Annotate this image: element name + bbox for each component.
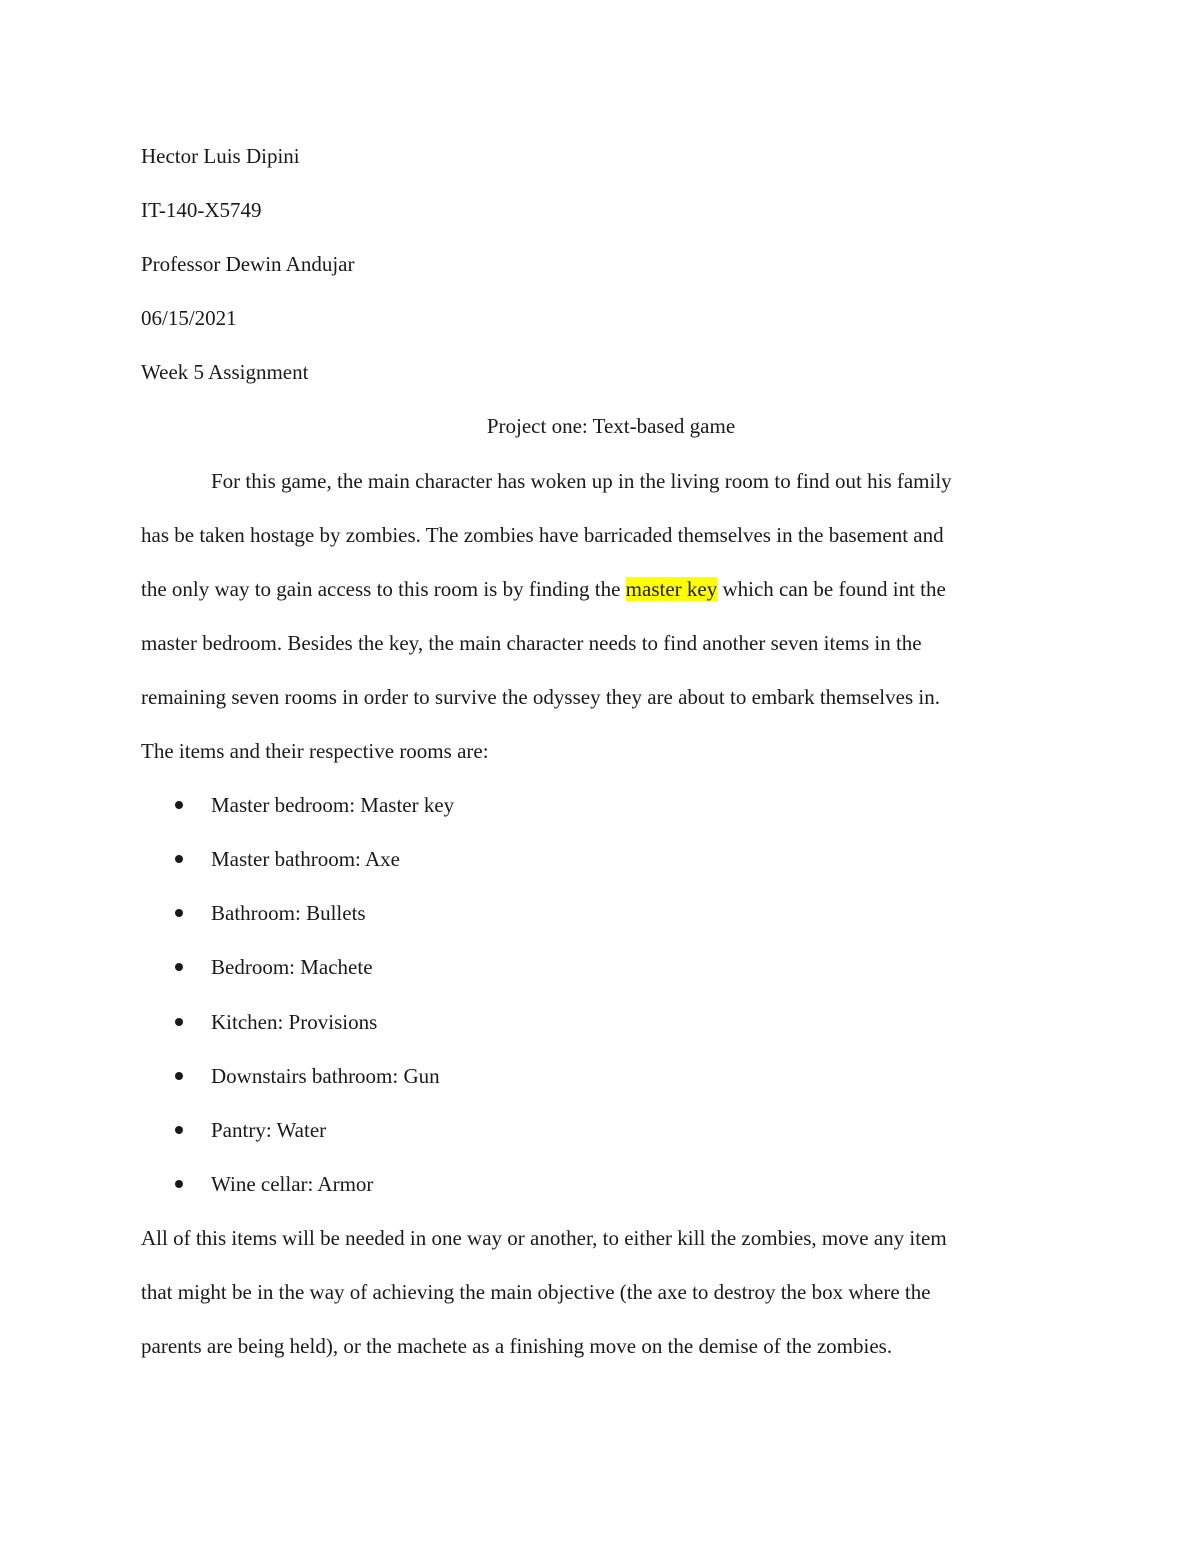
bullet-icon xyxy=(175,1126,183,1134)
bullet-icon xyxy=(175,801,183,809)
list-item xyxy=(141,778,1061,832)
list-item xyxy=(141,1049,1061,1103)
date: 06/15/2021 xyxy=(141,306,237,331)
highlighted-text: master key xyxy=(625,576,718,601)
paragraph-line: parents are being held), or the machete as a finishing move on the demise of the zombies. xyxy=(141,1334,893,1359)
list-item xyxy=(141,886,1061,940)
paragraph-line xyxy=(141,562,1061,616)
list-item xyxy=(141,940,1061,994)
list-item-text: Kitchen: Provisions xyxy=(211,1009,378,1034)
text-fragment: the only way to gain access to this room is by finding the xyxy=(141,576,626,601)
bullet-icon xyxy=(175,855,183,863)
course-code: IT-140-X5749 xyxy=(141,198,262,223)
document-title: Project one: Text-based game xyxy=(486,414,736,439)
paragraph-line: All of this items will be needed in one way or another, to either kill the zombies, move any item xyxy=(141,1225,947,1250)
list-item-text: Downstairs bathroom: Gun xyxy=(211,1063,440,1088)
document-body xyxy=(141,129,1061,1373)
bullet-icon xyxy=(175,1180,183,1188)
text-fragment: which can be found int the xyxy=(717,576,946,601)
list-item-text: Pantry: Water xyxy=(211,1117,327,1142)
bullet-icon xyxy=(175,909,183,917)
list-item-text: Master bathroom: Axe xyxy=(211,847,400,872)
list-item xyxy=(141,832,1061,886)
bullet-icon xyxy=(175,1072,183,1080)
paragraph-line: has be taken hostage by zombies. The zombies have barricaded themselves in the basement and xyxy=(141,522,944,547)
item-list xyxy=(141,778,1061,1211)
author-name: Hector Luis Dipini xyxy=(141,144,300,168)
list-item xyxy=(141,1103,1061,1157)
list-item-text: Bedroom: Machete xyxy=(211,955,373,980)
list-item-text: Master bedroom: Master key xyxy=(211,793,455,818)
assignment-name: Week 5 Assignment xyxy=(141,360,309,385)
list-item xyxy=(141,995,1061,1049)
list-item xyxy=(141,1157,1061,1211)
paragraph-line: For this game, the main character has woken up in the living room to find out his family xyxy=(211,468,952,493)
professor-name: Professor Dewin Andujar xyxy=(141,252,355,277)
bullet-icon xyxy=(175,963,183,971)
list-item-text: Wine cellar: Armor xyxy=(211,1171,374,1196)
paragraph-line: that might be in the way of achieving the main objective (the axe to destroy the box where the xyxy=(141,1279,931,1304)
paragraph-line: remaining seven rooms in order to survive the odyssey they are about to embark themselves in. xyxy=(141,684,940,709)
paragraph-line: The items and their respective rooms are: xyxy=(141,739,489,764)
paragraph-line: master bedroom. Besides the key, the main character needs to find another seven items in the xyxy=(141,630,922,655)
bullet-icon xyxy=(175,1018,183,1026)
list-item-text: Bathroom: Bullets xyxy=(211,901,366,926)
